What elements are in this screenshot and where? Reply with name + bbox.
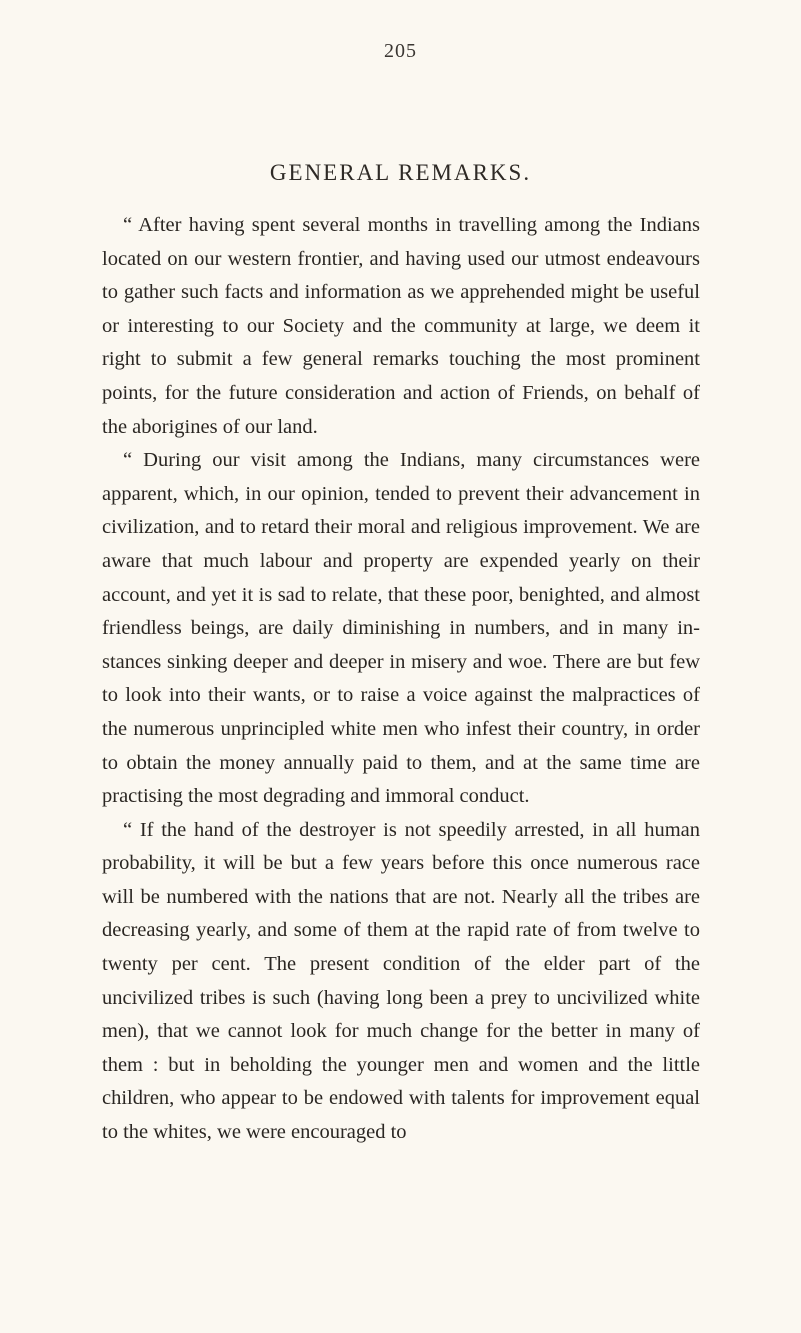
section-heading: GENERAL REMARKS.	[269, 160, 532, 185]
paragraph-2: “ During our visit among the Indians, many circumstances were apparent, which, in our opinion, tended to prevent their advancement in civilization, and to retard their moral and religious improvement. We are aware that much labour and property are expended yearly on their account, and yet it is sad to relate, that these poor, benighted, and almost friendless beings, are daily diminishing in numbers, and in many in-stances sinking deeper and deeper in misery and woe. There are but few to look into their wants, or to raise a voice against the malpractices of the numerous unprincipled white men who infest their country, in order to obtain the money annually paid to them, and at the same time are practising the most degrading and immoral conduct.	[102, 449, 700, 808]
page-number: 205	[384, 40, 417, 62]
paragraph-3: “ If the hand of the destroyer is not speedily arrested, in all human probability, it will be but a few years before this once numerous race will be numbered with the nations that are not. Nearly all the tribes are decreasing yearly, and some of them at the rapid rate of from twelve to twenty per cent. The present condition of the elder part of the uncivilized tribes is such (having long been a prey to uncivilized white men), that we cannot look for much change for the better in many of them : but in beholding the younger men and women and the little children, who appear to be endowed with talents for improvement equal to the whites, we were encouraged to	[102, 818, 700, 1144]
body-text	[102, 209, 700, 1150]
paragraph-1: “ After having spent several months in travelling among the Indians located on our western frontier, and having used our utmost endeavours to gather such facts and information as we apprehended might be useful or interesting to our Society and the community at large, we deem it right to submit a few general remarks touching the most prominent points, for the future consideration and action of Friends, on behalf of the aborigines of our land.	[102, 214, 700, 438]
